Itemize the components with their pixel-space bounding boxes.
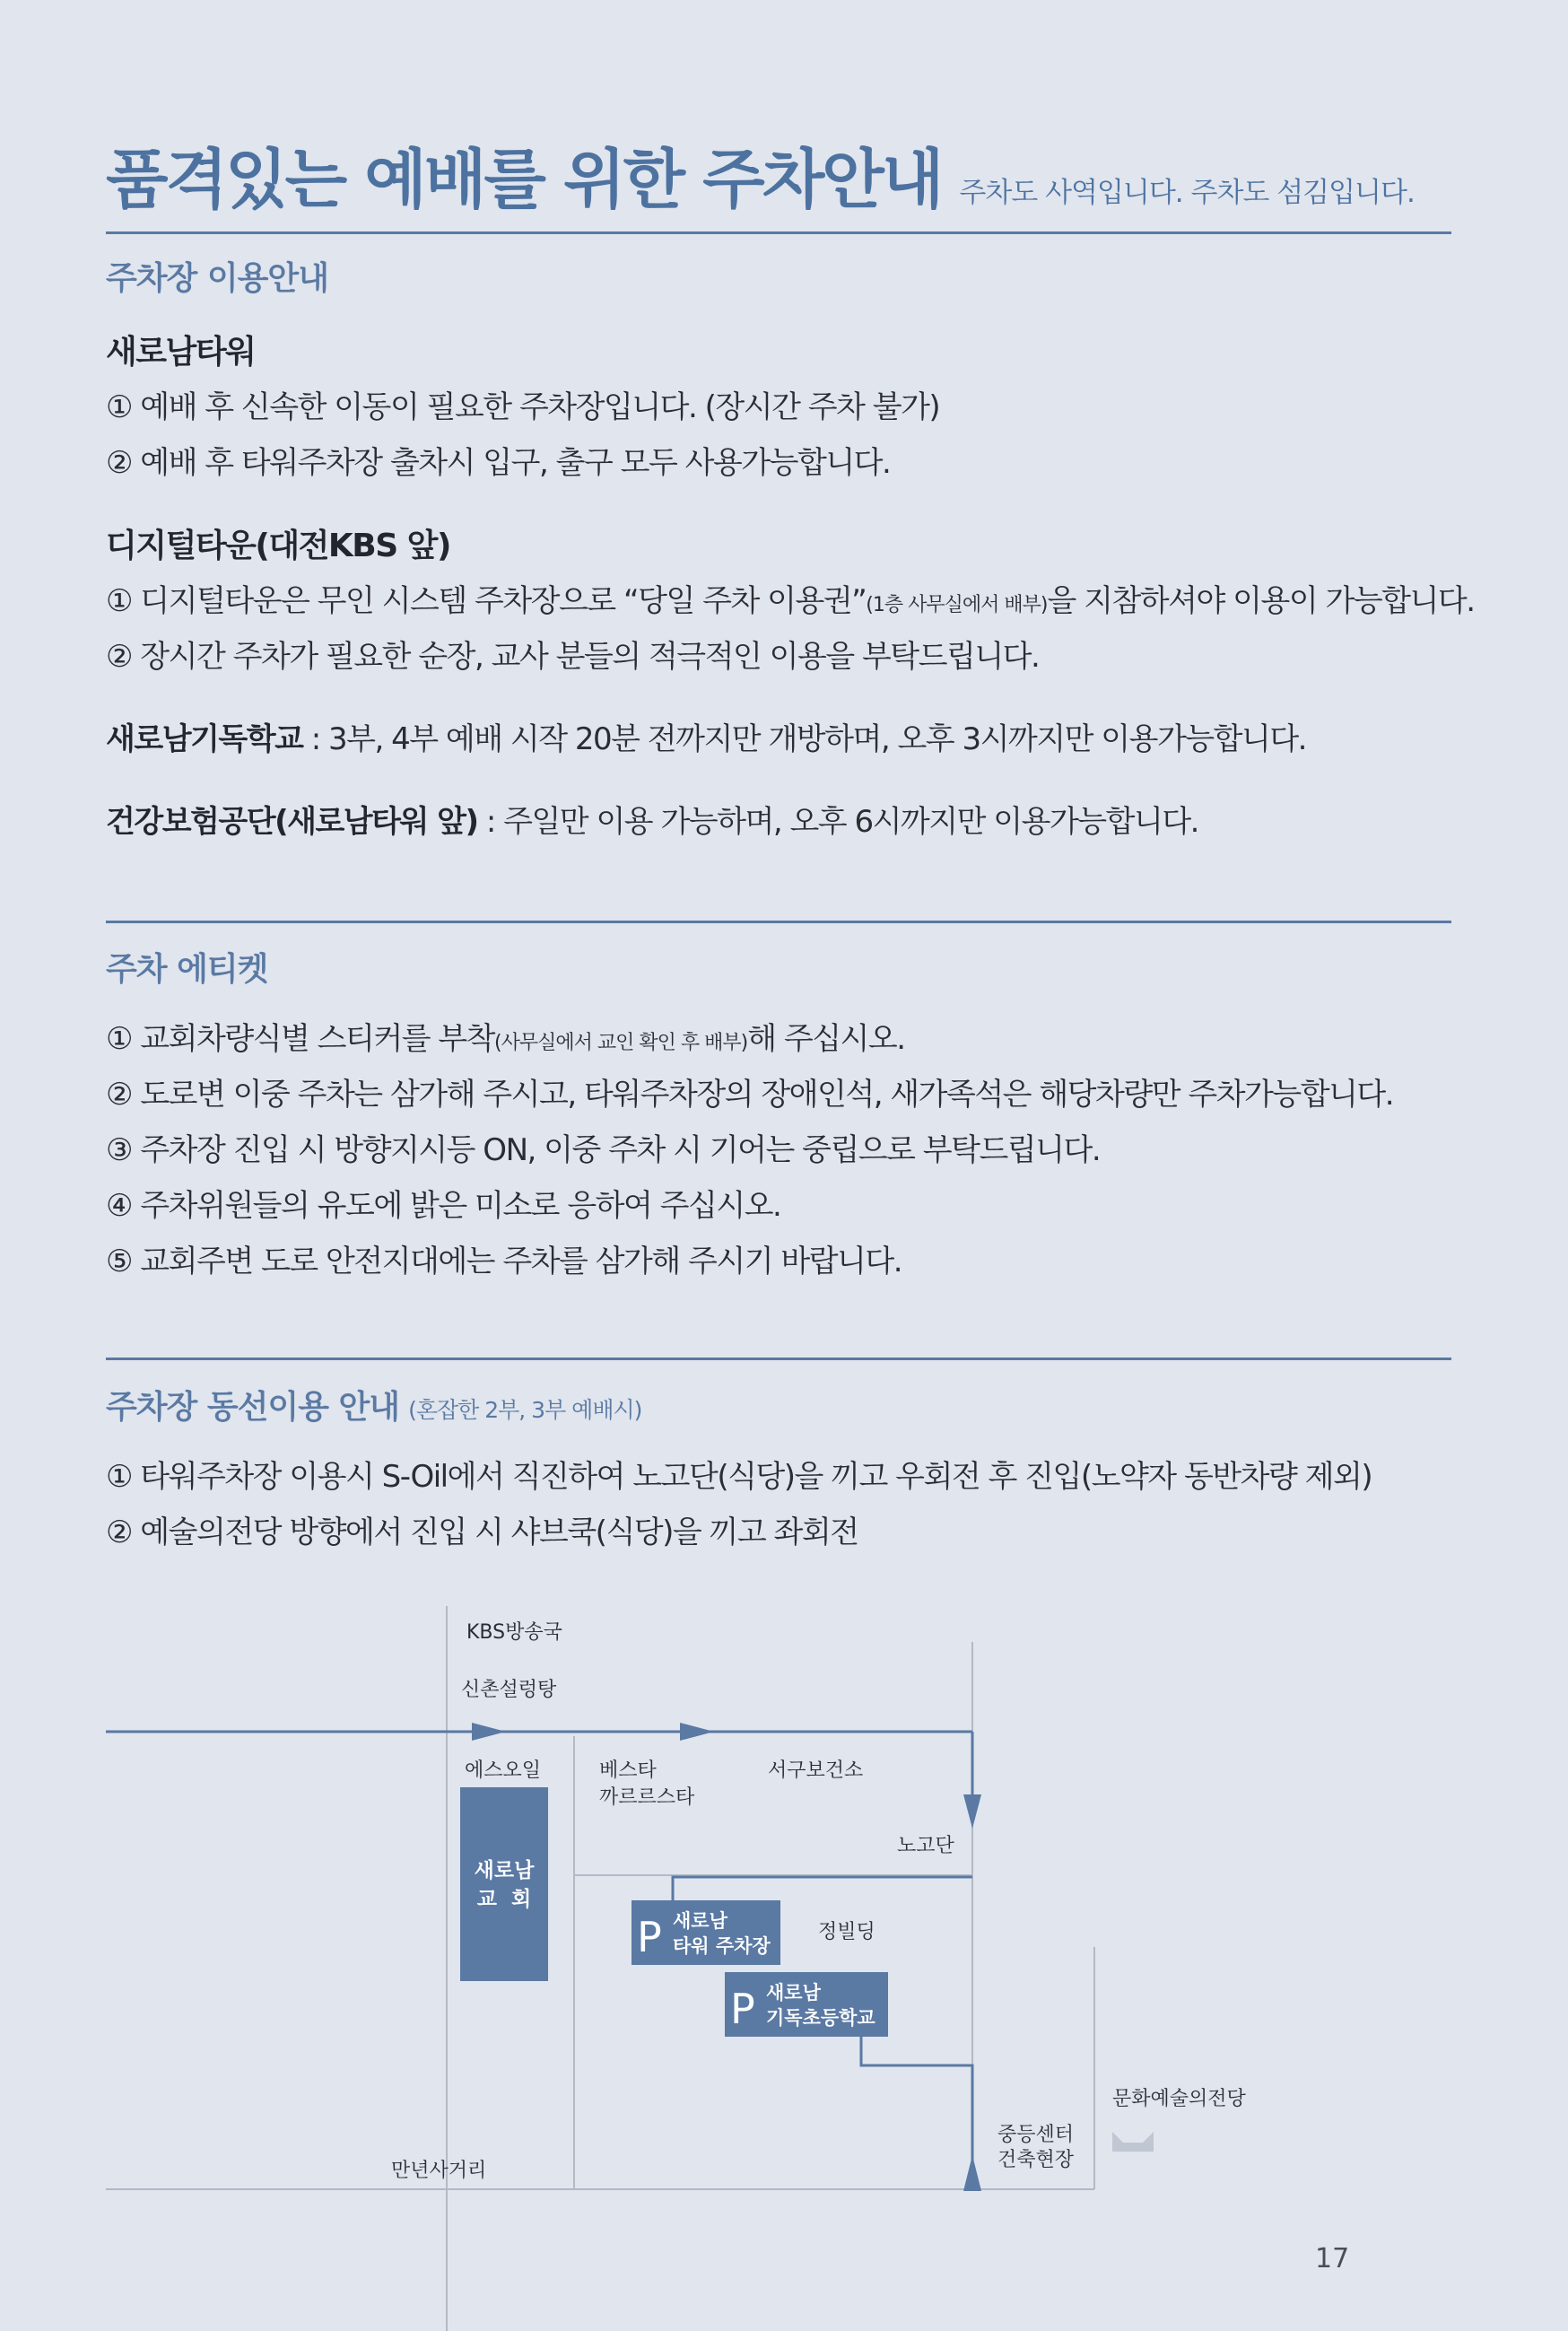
title-row: [106, 127, 1415, 221]
insurance-line: [106, 797, 1198, 841]
label-vesta: 베스타: [599, 1759, 657, 1782]
page-subtitle: 주차도 사역입니다. 주차도 섬김입니다.: [959, 177, 1415, 209]
etiquette-item-2: ② 도로변 이중 주차는 삼가해 주시고, 타워주차장의 장애인석, 새가족석은 해당차량만 주차가능합니다.: [106, 1077, 1394, 1113]
arts-center-icon: [1112, 2132, 1154, 2152]
parking-icon-tower: P: [637, 1913, 662, 1961]
digital-item-1: [106, 576, 1475, 620]
etiquette-item-5: ⑤ 교회주변 도로 안전지대에는 주차를 삼가해 주시기 바랍니다.: [106, 1244, 902, 1279]
digital-item-2: ② 장시간 주차가 필요한 순장, 교사 분들의 적극적인 이용을 부탁드립니다.: [106, 639, 1040, 675]
label-karrr: 까르르스타: [599, 1786, 695, 1809]
school-line: [106, 714, 1306, 758]
label-soil: 에스오일: [465, 1759, 542, 1782]
section-divider-3: [106, 1358, 1451, 1360]
route-arrow-1: [472, 1723, 506, 1741]
label-school-1: 새로남: [766, 1982, 821, 2004]
label-church-2: 교 회: [476, 1888, 532, 1911]
section-divider-2: [106, 921, 1451, 923]
digital-item-1-note: (1층 사무실에서 배부): [866, 594, 1048, 616]
label-mannyeon: 만년사거리: [391, 2160, 487, 2182]
school-desc: : 3부, 4부 예배 시작 20분 전까지만 개방하며, 오후 3시까지만 이용가능합니다.: [302, 721, 1306, 757]
etiquette-item-1: [106, 1014, 905, 1058]
etiquette-item-3: ③ 주차장 진입 시 방향지시등 ON, 이중 주차 시 기어는 중립으로 부탁드립니다.: [106, 1132, 1101, 1168]
digital-item-1-text-end: 을 지참하셔야 이용이 가능합니다.: [1047, 583, 1475, 619]
section-heading-etiquette: 주차 에티켓: [106, 951, 268, 988]
route-heading-text: 주차장 동선이용 안내: [106, 1389, 400, 1426]
etiquette-item-1-text-end: 해 주십시오.: [747, 1021, 905, 1057]
title-divider: [106, 231, 1451, 234]
route-arrow-down: [963, 1794, 981, 1829]
route-item-1: ① 타워주차장 이용시 S-Oil에서 직진하여 노고단(식당)을 끼고 우회전 후 진입(노약자 동반차량 제외): [106, 1459, 1372, 1495]
route-item-2: ② 예술의전당 방향에서 진입 시 샤브쿡(식당)을 끼고 좌회전: [106, 1515, 858, 1550]
label-nogodan: 노고단: [897, 1835, 954, 1857]
route-heading-note: (혼잡한 2부, 3부 예배시): [408, 1397, 642, 1423]
digital-item-1-text: ① 디지털타운은 무인 시스템 주차장으로 “당일 주차 이용권”: [106, 583, 867, 619]
label-church-1: 새로남: [474, 1859, 535, 1882]
tower-item-1: ① 예배 후 신속한 이동이 필요한 주차장입니다. (장시간 주차 불가): [106, 389, 940, 425]
label-junggeung-1: 중등센터: [997, 2124, 1075, 2146]
route-arrow-up-bottom: [963, 2155, 981, 2191]
insurance-name: 건강보험공단(새로남타워 앞): [106, 804, 478, 840]
route-map: [106, 1606, 1362, 2331]
label-tower-parking-1: 새로남: [673, 1910, 727, 1932]
label-school-2: 기독초등학교: [766, 2007, 875, 2029]
route-line-school-entry: [861, 2014, 972, 2189]
label-junggeung-2: 건축현장: [997, 2149, 1075, 2171]
label-health-center: 서구보건소: [768, 1759, 864, 1782]
label-arts-center: 문화예술의전당: [1112, 2088, 1246, 2110]
page-title: 품격있는 예배를 위한 주차안내: [106, 142, 942, 217]
label-kbs: KBS방송국: [466, 1621, 562, 1644]
etiquette-item-4: ④ 주차위원들의 유도에 밝은 미소로 응하여 주십시오.: [106, 1188, 781, 1224]
etiquette-item-1-note: (사무실에서 교인 확인 후 배부): [494, 1032, 748, 1054]
label-sinchon: 신촌설렁탕: [461, 1679, 557, 1701]
label-jeong-building: 정빌딩: [818, 1921, 875, 1943]
page-number: 17: [1315, 2243, 1350, 2274]
church-building: [460, 1787, 548, 1981]
route-arrow-2: [680, 1723, 714, 1741]
digital-heading: 디지털타운(대전KBS 앞): [106, 528, 450, 564]
label-tower-parking-2: 타워 주차장: [673, 1935, 771, 1957]
parking-icon-school: P: [730, 1985, 755, 2033]
section-heading-route: [106, 1382, 641, 1427]
tower-item-2: ② 예배 후 타워주차장 출차시 입구, 출구 모두 사용가능합니다.: [106, 445, 891, 481]
etiquette-item-1-text: ① 교회차량식별 스티커를 부착: [106, 1021, 495, 1057]
section-heading-parking-guide: 주차장 이용안내: [106, 260, 328, 297]
route-line-tower-entry: [673, 1877, 972, 1902]
school-name: 새로남기독학교: [106, 721, 303, 757]
tower-heading: 새로남타워: [106, 334, 256, 371]
insurance-desc: : 주일만 이용 가능하며, 오후 6시까지만 이용가능합니다.: [477, 804, 1198, 840]
